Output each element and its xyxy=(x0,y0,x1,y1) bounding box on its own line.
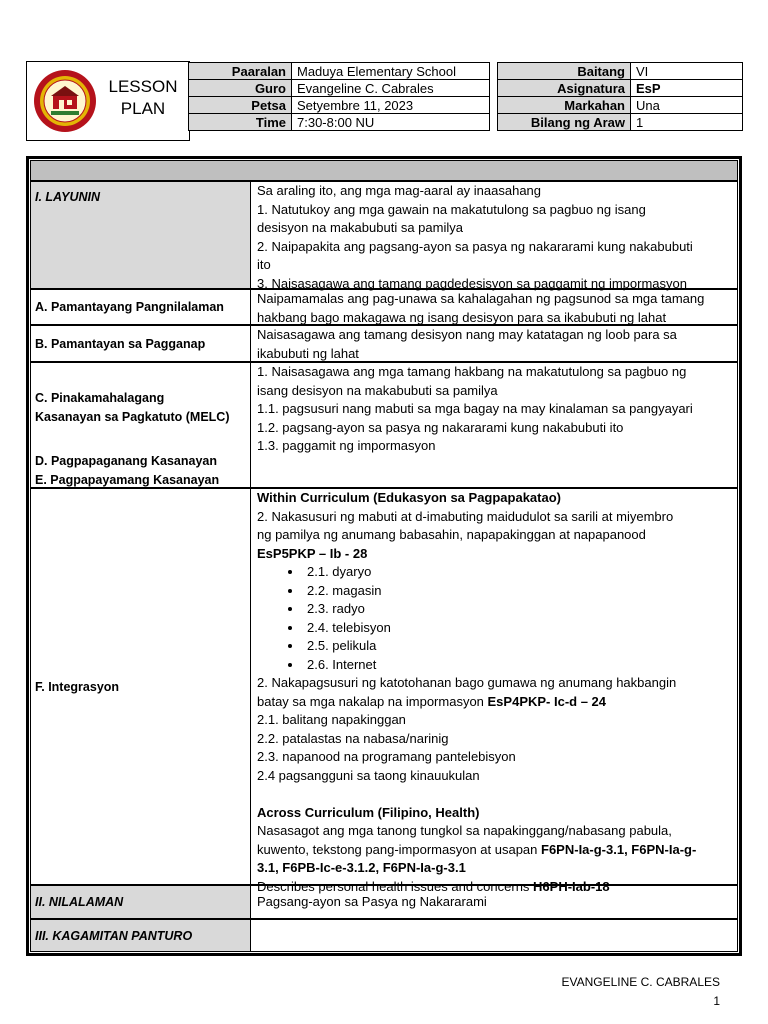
melc-line: 1.2. pagsang-ayon sa pasya ng nakararami kung nakabubuti ito xyxy=(257,419,624,435)
sub-item: 2.1. balitang napakinggan xyxy=(257,712,406,727)
health-text: Describes personal health issues and concerns xyxy=(257,878,534,894)
list-item: • 2.1. dyaryo xyxy=(303,563,731,582)
list-item: • 2.6. Internet xyxy=(303,656,731,675)
baitang-label: Baitang xyxy=(498,63,631,80)
sub-item: 2.3. napanood na programang pantelebisyon xyxy=(257,749,516,764)
lesson-plan-title xyxy=(100,76,186,120)
araw-label: Bilang ng Araw xyxy=(498,114,631,131)
code-f6pn-a: F6PN-Ia-g-3.1, F6PN-Ia-g- xyxy=(541,841,697,857)
pagganap-label xyxy=(30,325,251,362)
pagganap-line: ikabubuti ng lahat xyxy=(257,345,359,361)
across-heading: Across Curriculum (Filipino, Health) xyxy=(257,804,480,820)
list-item: • 2.2. magasin xyxy=(303,582,731,601)
across-text: kuwento, tekstong pang-impormasyon at usapan xyxy=(257,841,542,857)
integrasyon-content xyxy=(251,488,738,894)
page-number: 1 xyxy=(713,994,720,1008)
list-item: • 2.4. telebisyon xyxy=(303,619,731,638)
melc-label-e: E. Pagpapayamang Kasanayan xyxy=(35,473,220,487)
within-line: ng pamilya ng anumang babasahin, napapakinggan at napapanood xyxy=(257,527,646,542)
p2-line: 2. Nakapagsusuri ng katotohanan bago gumawa ng anumang hakbangin xyxy=(257,675,677,690)
row-pamantayang-pangnilalaman xyxy=(30,289,738,325)
melc-line: 1.1. pagsusuri nang mabuti sa mga bagay na may kinalaman sa pangyayari xyxy=(257,401,693,416)
layunin-line: Sa araling ito, ang mga mag-aaral ay inaasahang xyxy=(257,183,542,198)
araw-value: 1 xyxy=(631,114,743,131)
kagamitan-content xyxy=(251,919,738,952)
melc-label-c2: Kasanayan sa Pagkatuto (MELC) xyxy=(35,410,230,424)
pagganap-content xyxy=(251,325,738,362)
kagamitan-label-text: III. KAGAMITAN PANTURO xyxy=(35,928,193,943)
layunin-line: ito xyxy=(257,257,271,272)
petsa-label: Petsa xyxy=(189,97,292,114)
pamantayang-label xyxy=(30,289,251,325)
school-seal-icon xyxy=(33,69,97,133)
paaralan-label: Paaralan xyxy=(189,63,292,80)
pamantayang-content xyxy=(251,289,738,325)
code-esp5pkp: EsP5PKP – Ib - 28 xyxy=(257,545,368,561)
paaralan-value: Maduya Elementary School xyxy=(292,63,490,80)
melc-line: 1.3. paggamit ng impormasyon xyxy=(257,438,436,453)
pamantayang-line: hakbang bago makagawa ng isang desisyon para sa ikabubuti ng lahat xyxy=(257,309,667,325)
code-f6pn-b: 3.1, F6PB-Ic-e-3.1.2, F6PN-Ia-g-3.1 xyxy=(257,860,466,875)
markahan-value: Una xyxy=(631,97,743,114)
petsa-value: Setyembre 11, 2023 xyxy=(292,97,490,114)
layunin-content xyxy=(251,181,738,289)
sub-item: 2.4 pagsangguni sa taong kinauukulan xyxy=(257,767,480,783)
across-line: Nasasagot ang mga tanong tungkol sa napakinggang/nabasang pabula, xyxy=(257,823,672,838)
melc-content xyxy=(251,362,738,488)
asignatura-label: Asignatura xyxy=(498,80,631,97)
pamantayang-line: Naipamamalas ang pag-unawa sa kahalagahan ng pagsunod sa mga tamang xyxy=(257,291,705,306)
media-list xyxy=(257,563,731,674)
within-heading: Within Curriculum (Edukasyon sa Pagpapakatao) xyxy=(257,490,561,505)
code-esp4pkp: EsP4PKP- Ic-d – 24 xyxy=(487,693,607,709)
nilalaman-content xyxy=(251,885,738,919)
layunin-line: 2. Naipapakita ang pagsang-ayon sa pasya ng nakararami kung nakabubuti xyxy=(257,238,693,254)
row-layunin xyxy=(30,181,738,289)
row-integrasyon xyxy=(30,488,738,894)
layunin-line: 1. Natutukoy ang mga gawain na makatutulong sa pagbuo ng isang xyxy=(257,201,646,217)
row-melc xyxy=(30,362,738,488)
list-item: • 2.3. radyo xyxy=(303,600,731,619)
list-item: • 2.5. pelikula xyxy=(303,637,731,656)
layunin-label-text: I. LAYUNIN xyxy=(35,190,101,204)
melc-line: 1. Naisasagawa ang mga tamang hakbang na makatutulong sa pagbuo ng xyxy=(257,364,687,379)
pagganap-label-text: B. Pamantayan sa Pagganap xyxy=(35,336,206,351)
melc-label-d: D. Pagpapaganang Kasanayan xyxy=(35,454,218,468)
layunin-label xyxy=(30,181,251,289)
nilalaman-label xyxy=(30,885,251,919)
layunin-line: 3. Naisasagawa ang tamang pagdedesisyon sa paggamit ng impormasyon xyxy=(257,275,687,291)
table-header-bar xyxy=(30,160,738,181)
nilalaman-label-text: II. NILALAMAN xyxy=(35,895,124,909)
integrasyon-label-text: F. Integrasyon xyxy=(35,679,120,694)
pamantayang-label-text: A. Pamantayang Pangnilalaman xyxy=(35,300,224,314)
footer-author: EVANGELINE C. CABRALES xyxy=(561,975,720,989)
time-value: 7:30-8:00 NU xyxy=(292,114,490,131)
within-line: 2. Nakasusuri ng mabuti at d-imabuting maidudulot sa sarili at miyembro xyxy=(257,508,674,524)
markahan-label: Markahan xyxy=(498,97,631,114)
row-nilalaman xyxy=(30,885,738,919)
across-line-with-code xyxy=(257,841,731,860)
nilalaman-value: Pagsang-ayon sa Pasya ng Nakararami xyxy=(257,893,487,909)
kagamitan-label xyxy=(30,919,251,952)
asignatura-value: EsP xyxy=(631,80,743,97)
guro-label: Guro xyxy=(189,80,292,97)
integrasyon-label xyxy=(30,488,251,885)
melc-label xyxy=(30,362,251,488)
baitang-value: VI xyxy=(631,63,743,80)
sub-item: 2.2. patalastas na nabasa/narinig xyxy=(257,730,449,746)
p2-line-with-code xyxy=(257,693,731,712)
row-kagamitan xyxy=(30,919,738,952)
code-h6ph: H6PH-Iab-18 xyxy=(533,878,610,894)
title-line2: PLAN xyxy=(120,99,166,118)
header-info-table xyxy=(188,62,743,131)
row-pamantayan-pagganap xyxy=(30,325,738,362)
time-label: Time xyxy=(189,114,292,131)
guro-value: Evangeline C. Cabrales xyxy=(292,80,490,97)
layunin-line: desisyon na makabubuti sa pamilya xyxy=(257,220,463,235)
title-line1: LESSON xyxy=(108,77,178,96)
melc-line: isang desisyon na makabubuti sa pamilya xyxy=(257,382,498,398)
p2-text: batay sa mga nakalap na impormasyon xyxy=(257,693,488,709)
pagganap-line: Naisasagawa ang tamang desisyon nang may katatagan ng loob para sa xyxy=(257,327,677,342)
melc-label-c1: C. Pinakamahalagang xyxy=(35,391,165,405)
